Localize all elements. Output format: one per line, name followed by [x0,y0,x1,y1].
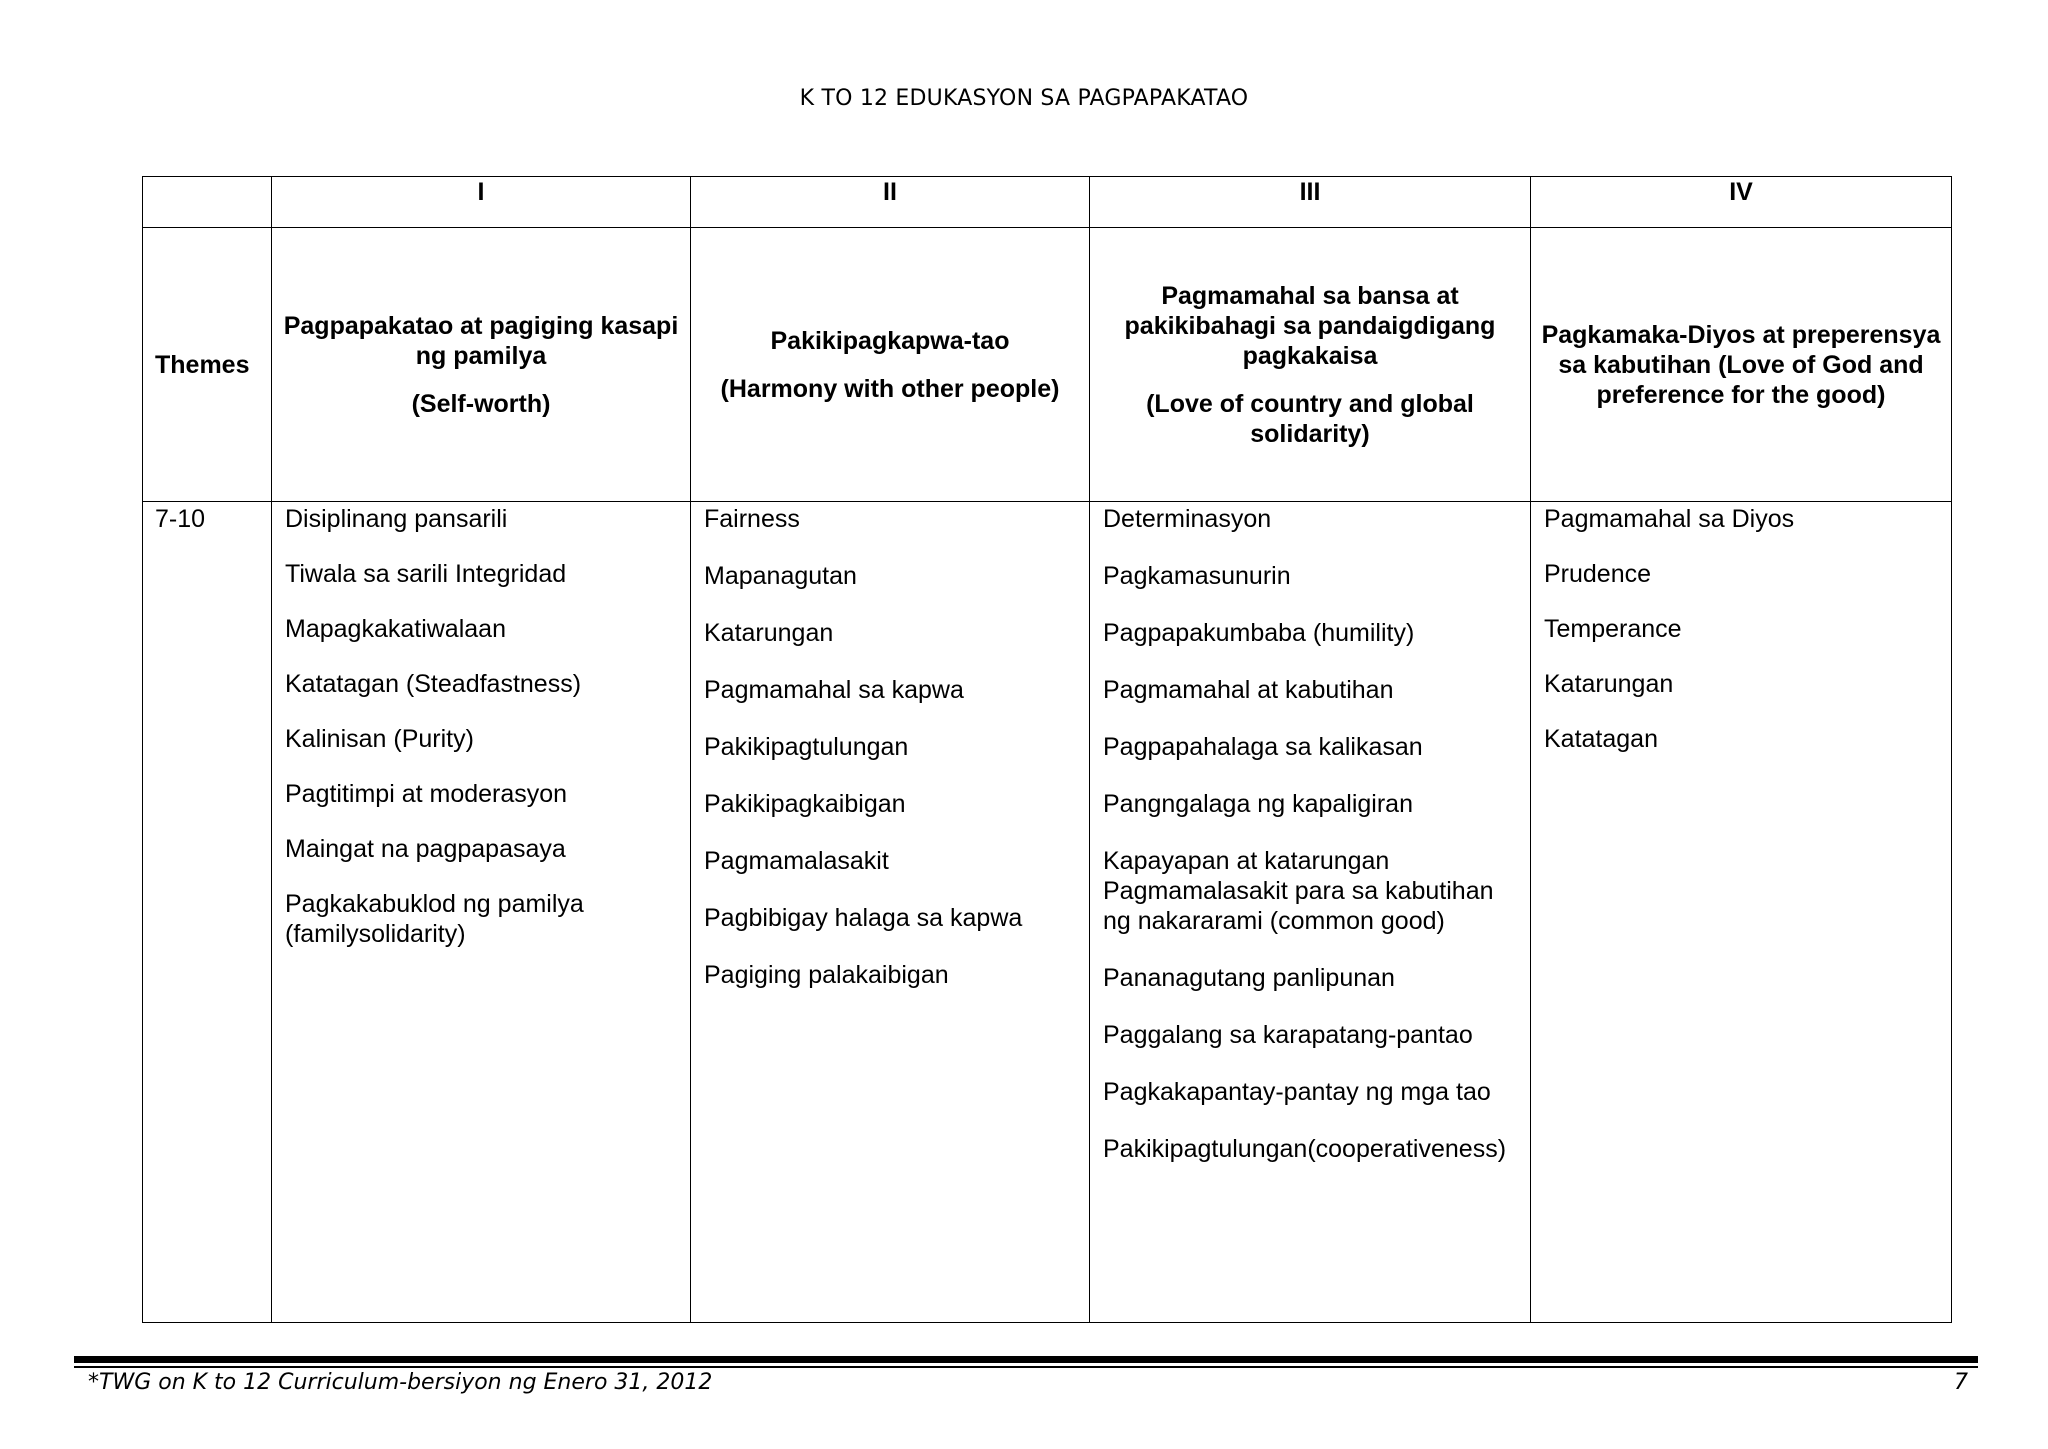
value-item: Pagpapahalaga sa kalikasan [1103,733,1423,761]
value-item: Pananagutang panlipunan [1103,964,1395,992]
value-item: Katatagan (Steadfastness) [285,670,582,698]
theme-i-subtitle: (Self-worth) [411,389,551,418]
value-item: Pakikipagtulungan [704,733,909,761]
value-item: Kapayapan at katarungan Pagmamalasakit para sa kabutihan ng nakararami (common good) [1103,847,1494,935]
value-item: Kalinisan (Purity) [285,725,474,753]
page-number: 7 [1954,1370,1968,1395]
roman-numeral-header-row [143,177,1952,228]
grade-7-10-row [143,502,1952,1323]
value-item: Pangngalaga ng kapaligiran [1103,790,1413,818]
values-list-ii [691,504,1089,990]
theme-iv-title: Pagkamaka-Diyos at preperensya sa kabutihan (Love of God and preference for the good) [1541,320,1941,409]
theme-iii-cell [1090,228,1531,502]
footer-divider-thin [74,1366,1978,1368]
theme-iii-subtitle: (Love of country and global solidarity) [1146,389,1474,448]
value-item: Pagbibigay halaga sa kapwa [704,904,1023,932]
value-item: Pagtitimpi at moderasyon [285,780,568,808]
values-column-ii [691,502,1090,1323]
value-item: Pagmamahal sa Diyos [1544,505,1795,533]
value-item: Pagpapakumbaba (humility) [1103,619,1415,647]
value-item: Tiwala sa sarili Integridad [285,560,567,588]
values-list-iii [1090,504,1530,1164]
value-item: Determinasyon [1103,505,1272,533]
theme-iii-title: Pagmamahal sa bansa at pakikibahagi sa pandaigdigang pagkakaisa [1124,281,1496,370]
theme-ii-cell [691,228,1090,502]
values-column-i [272,502,691,1323]
value-item: Katarungan [1544,670,1674,698]
empty-corner-cell [143,177,272,228]
values-list-iv [1531,504,1951,754]
themes-row-label: Themes [143,228,272,502]
column-header-iii: III [1090,177,1531,228]
column-header-i: I [272,177,691,228]
value-item: Pagmamahal sa kapwa [704,676,964,704]
footer-note: *TWG on K to 12 Curriculum-bersiyon ng Enero 31, 2012 [88,1370,713,1395]
page-header-title: K TO 12 EDUKASYON SA PAGPAPAKATAO [799,86,1249,111]
values-list-i [272,504,690,949]
value-item: Pakikipagtulungan(cooperativeness) [1103,1135,1507,1163]
value-item: Fairness [704,505,800,533]
values-column-iv [1531,502,1952,1323]
grade-level-label: 7-10 [143,502,272,1323]
theme-iv-cell [1531,228,1952,502]
value-item: Pagkakabuklod ng pamilya (familysolidarity) [285,890,584,948]
column-header-ii: II [691,177,1090,228]
value-item: Pakikipagkaibigan [704,790,906,818]
value-item: Temperance [1544,615,1682,643]
value-item: Pagkamasunurin [1103,562,1291,590]
value-item: Katatagan [1544,725,1658,753]
value-item: Katarungan [704,619,834,647]
theme-ii-subtitle: (Harmony with other people) [720,374,1060,403]
value-item: Paggalang sa karapatang-pantao [1103,1021,1473,1049]
value-item: Pagkakapantay-pantay ng mga tao [1103,1078,1491,1106]
value-item: Disiplinang pansarili [285,505,508,533]
column-header-iv: IV [1531,177,1952,228]
theme-i-title: Pagpapakatao at pagiging kasapi ng pamilya [283,311,679,370]
value-item: Pagmamalasakit [704,847,889,875]
value-item: Mapagkakatiwalaan [285,615,506,643]
theme-ii-title: Pakikipagkapwa-tao [770,326,1010,355]
themes-row [143,228,1952,502]
values-column-iii [1090,502,1531,1323]
value-item: Prudence [1544,560,1652,588]
footer-divider-thick [74,1356,1978,1363]
value-item: Pagiging palakaibigan [704,961,949,989]
value-item: Mapanagutan [704,562,857,590]
theme-i-cell [272,228,691,502]
curriculum-themes-table [142,176,1952,1323]
value-item: Pagmamahal at kabutihan [1103,676,1394,704]
value-item: Maingat na pagpapasaya [285,835,566,863]
